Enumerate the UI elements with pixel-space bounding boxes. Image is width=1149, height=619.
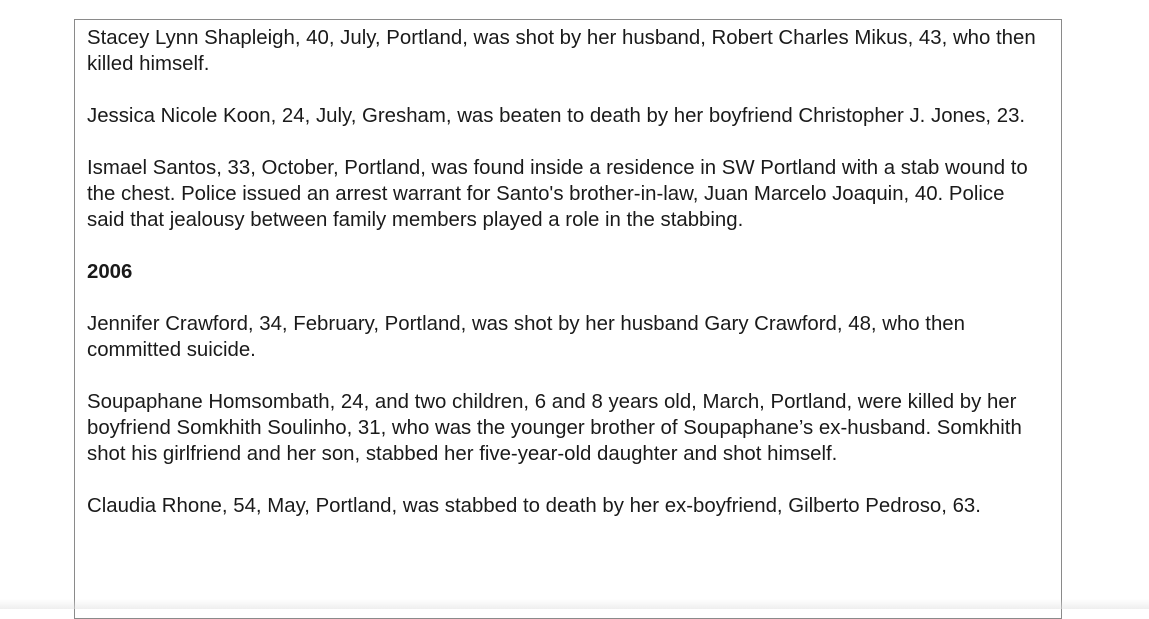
year-heading: 2006 — [87, 259, 1047, 285]
paragraph-santos: Ismael Santos, 33, October, Portland, was found inside a residence in SW Portland with a stab wound to the chest. Police issued an arrest warrant for Santo's brother-in-law, Juan Marcelo Joaquin, 40. Police said that jealousy between family members played a role in the stabbing. — [87, 155, 1047, 233]
paragraph-crawford: Jennifer Crawford, 34, February, Portland, was shot by her husband Gary Crawford, 48, who then committed suicide. — [87, 311, 1047, 363]
paragraph-rhone: Claudia Rhone, 54, May, Portland, was stabbed to death by her ex-boyfriend, Gilberto Pedroso, 63. — [87, 493, 1047, 519]
paragraph-koon: Jessica Nicole Koon, 24, July, Gresham, was beaten to death by her boyfriend Christopher J. Jones, 23. — [87, 103, 1047, 129]
paragraph-shapleigh: Stacey Lynn Shapleigh, 40, July, Portland, was shot by her husband, Robert Charles Mikus, 43, who then killed himself. — [87, 25, 1047, 77]
document-body — [87, 25, 1047, 545]
document-page — [74, 19, 1062, 619]
paragraph-homsombath: Soupaphane Homsombath, 24, and two children, 6 and 8 years old, March, Portland, were killed by her boyfriend Somkhith Soulinho, 31, who was the younger brother of Soupaphane’s ex-husband. Somkhith shot his girlfriend and her son, stabbed her five-year-old daughter and shot himself. — [87, 389, 1047, 467]
